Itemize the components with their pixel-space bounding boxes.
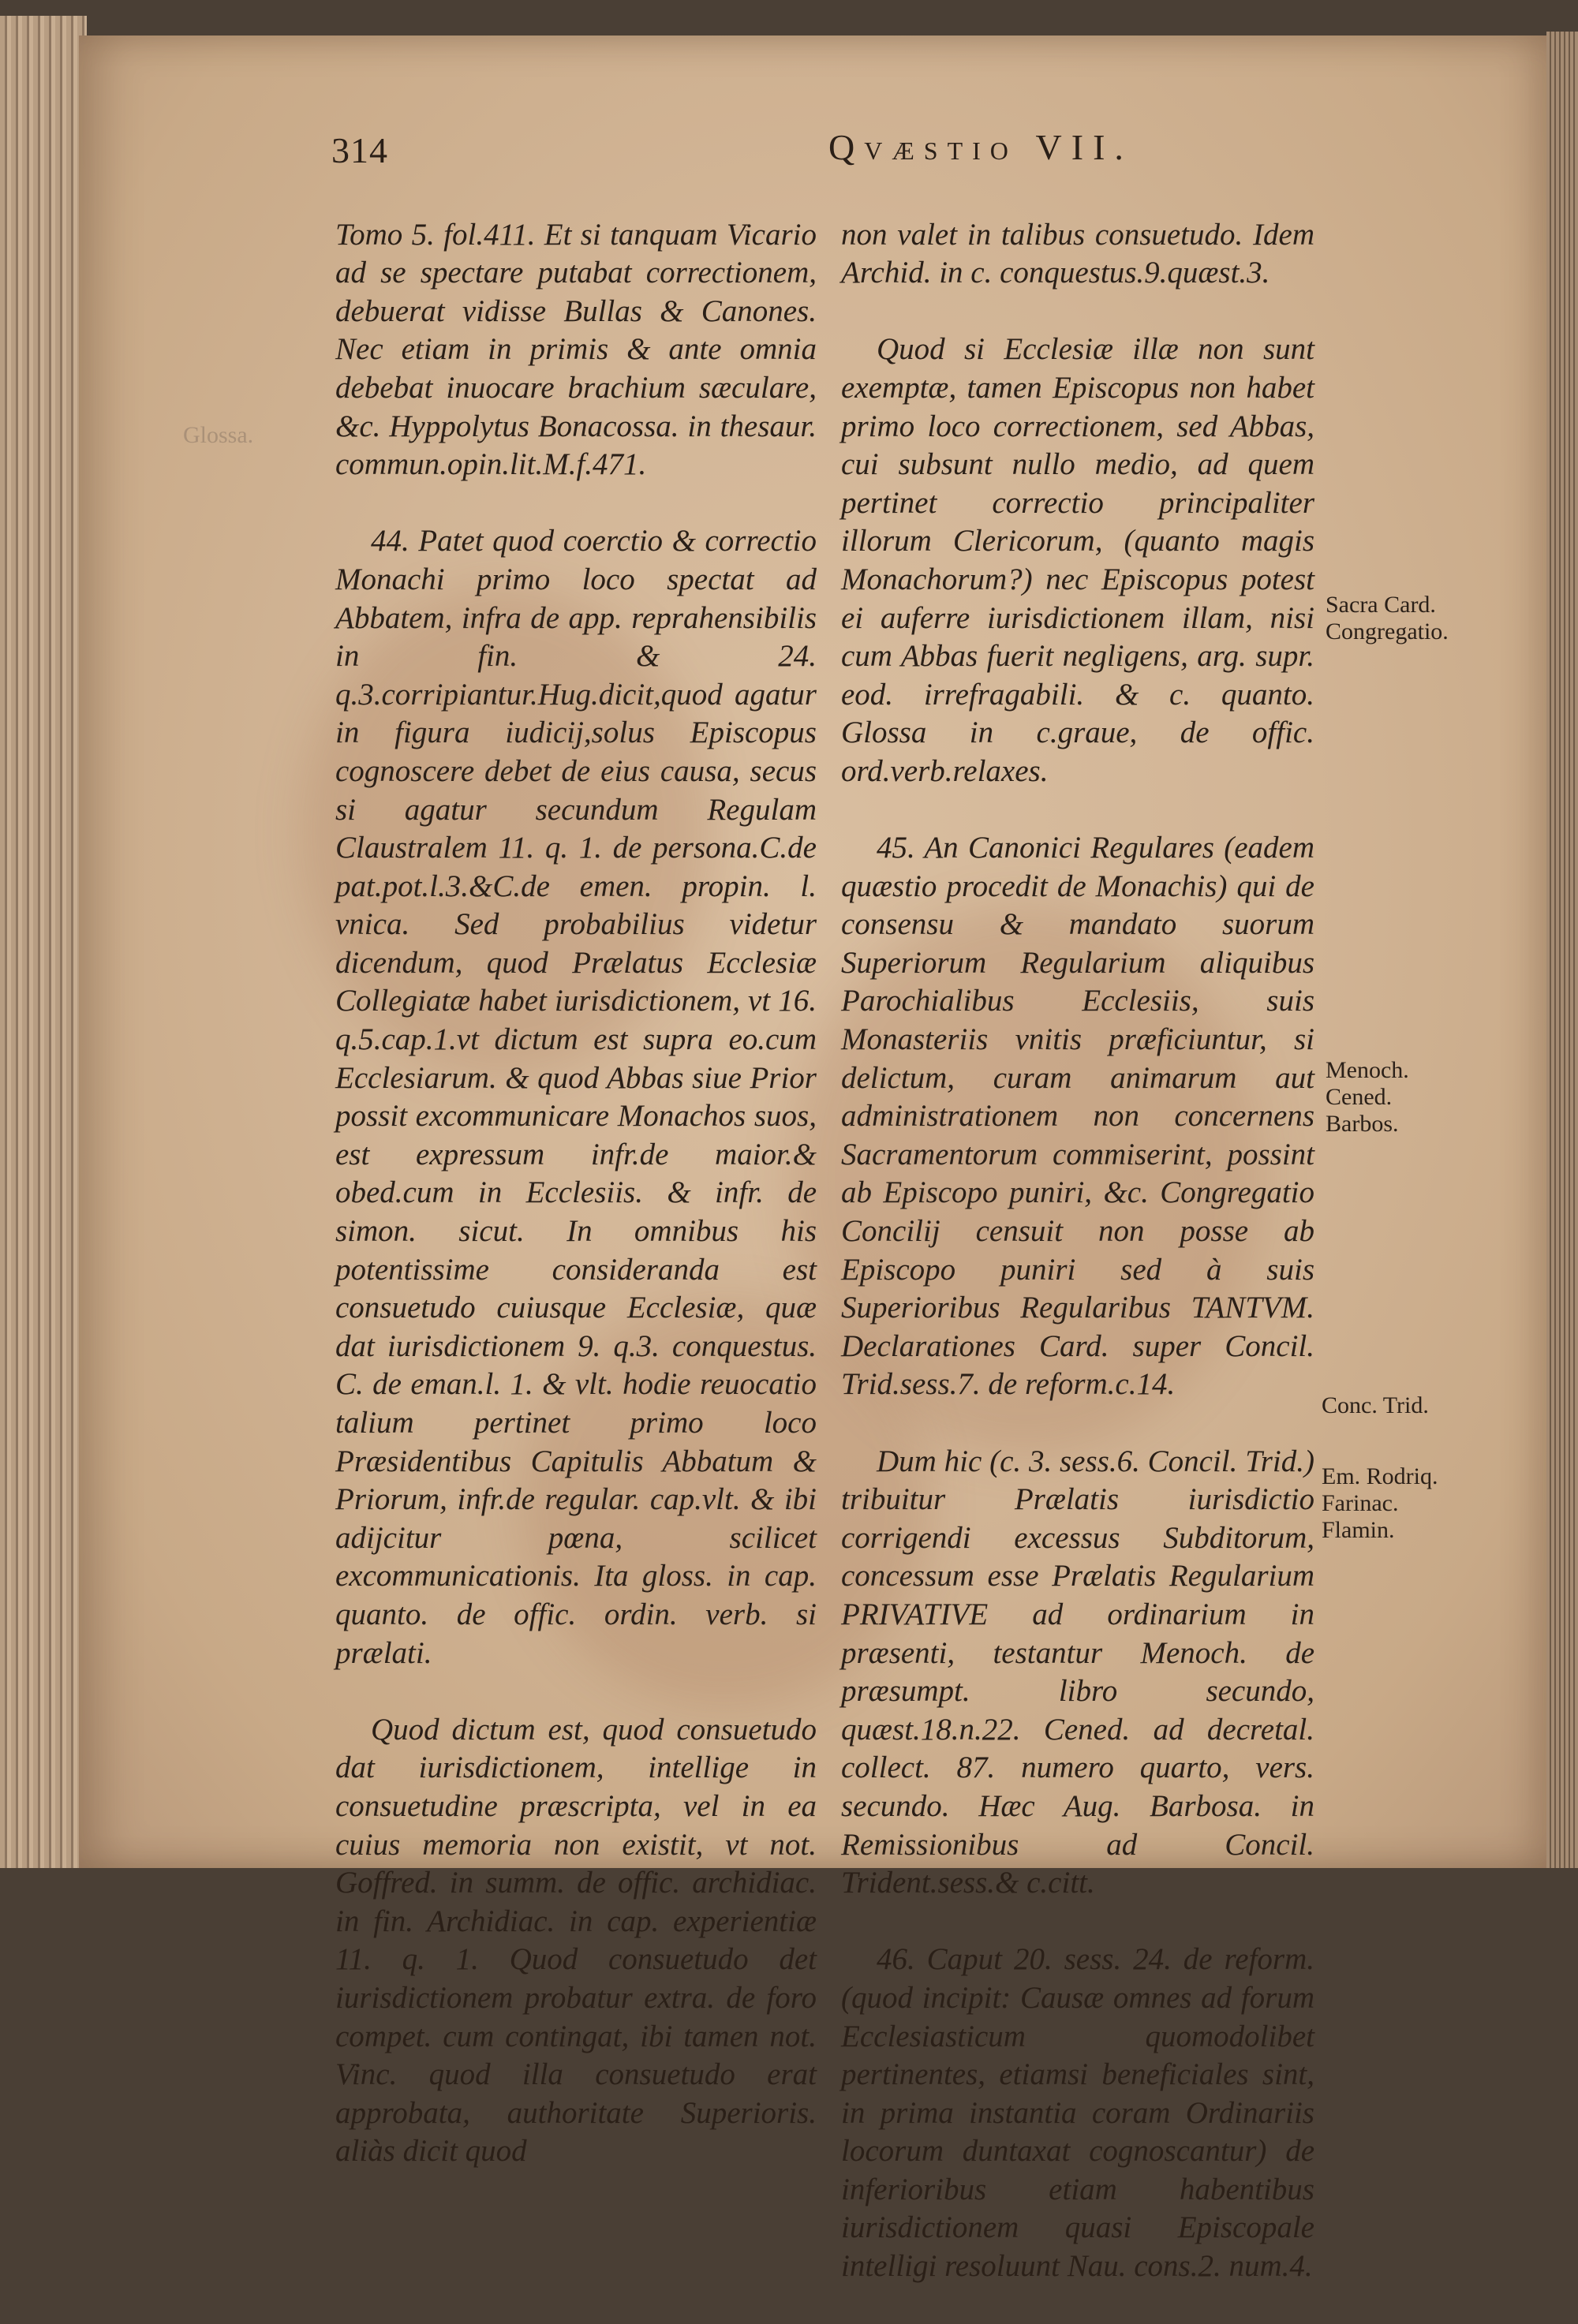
margin-note-menoch: Menoch. Cened. Barbos. [1326,1057,1409,1137]
paragraph: Dum hic (c. 3. sess.6. Concil. Trid.) tribuitur Prælatis iurisdictio corrigendi excessus Subditorum, concessum esse Prælatis Regularium PRIVATIVE ad ordinarium in præsenti, testantur Menoch. de præsumpt. libro secundo, quæst.18.n.22. Cened. ad decretal. collect. 87. numero quarto, vers. secundo. Hæc Aug. Barbosa. in Remissionibus ad Concil. Trident.sess.& c.citt. [841,1444,1314,1900]
margin-note-sacra-congregatio: Sacra Card. Congregatio. [1326,592,1449,645]
book-page-edges [0,16,87,1868]
paragraph: 45. An Canonici Regulares (eadem quæstio procedit de Monachis) qui de consensu & mandato suorum Superiorum Regularium aliquibus Parochialibus Ecclesiis, suis Monasteriis vnitis præficiuntur, si delictum, curam animarum aut administrationem non concernens Sacramentorum commiserint, possint ab Episcopo puniri, &c. Congregatio Concilij censuit non posse ab Episcopo puniri sed à suis Superioribus Regularibus TANTVM. Declarationes Card. super Concil. Trid.sess.7. de reform.c.14. [841,831,1314,1402]
margin-note-em-rodriq: Em. Rodriq. Farinac. Flamin. [1322,1463,1438,1543]
left-text-column [335,177,817,2209]
paragraph: non valet in talibus consuetudo. Idem Archid. in c. conquestus.9.quæst.3. [841,217,1314,290]
paragraph: Tomo 5. fol.411. Et si tanquam Vicario ad se spectare putabat correctionem, debuerat vidisse Bullas & Canones. Nec etiam in primis & ante omnia debebat inuocare brachium sæculare, &c. Hyppolytus Bonacossa. in thesaur. commun.opin.lit.M.f.471. [335,217,817,482]
paragraph: Quod dictum est, quod consuetudo dat iurisdictionem, intellige in consuetudine præscripta, vel in ea cuius memoria non existit, vt not. Goffred. in summ. de offic. archidiac. in fin. Archidiac. in cap. experientiæ 11. q. 1. Quod consuetudo det iurisdictionem probatur extra. de foro compet. cum contingat, ibi tamen not. Vinc. quod illa consuetudo erat approbata, authoritate Superioris. aliàs dicit quod [335,1712,817,2169]
running-title: Qvæstio VII. [828,127,1133,167]
page-header [252,95,1341,170]
paragraph: Quod si Ecclesiæ illæ non sunt exemptæ, tamen Episcopus non habet primo loco correctionem, sed Abbas, cui subsunt nullo medio, ad quem pertinet correctio principaliter illorum Clericorum, (quanto magis Monachorum?) nec Episcopus potest ei auferre iurisdictionem illam, nisi cum Abbas fuerit negligens, arg. supr. eod. irrefragabili. & c. quanto. Glossa in c.graue, de offic. ord.verb.relaxes. [841,332,1314,788]
book-fore-edge [1546,32,1578,1868]
margin-note-conc-trid: Conc. Trid. [1322,1392,1429,1418]
paragraph: 44. Patet quod coerctio & correctio Monachi primo loco spectat ad Abbatem, infra de app. reprahensibilis in fin. & 24. q.3.corripiantur.Hug.dicit,quod agatur in figura iudicij,solus Episcopus cognoscere debet de eius causa, secus si agatur secundum Regulam Claustralem 11. q. 1. de persona.C.de pat.pot.l.3.&C.de emen. propin. l. vnica. Sed probabilius videtur dicendum, quod Prælatus Ecclesiæ Collegiatæ habet iurisdictionem, vt 16. q.5.cap.1.vt dictum est supra eo.cum Ecclesiarum. & quod Abbas siue Prior possit excommunicare Monachos suos, est expressum infr.de maior.& obed.cum in Ecclesiis. & infr. de simon. sicut. In omnibus his potentissime consideranda est consuetudo cuiusque Ecclesiæ, quæ dat iurisdictionem 9. q.3. conquestus. C. de eman.l. 1. & vlt. hodie reuocatio talium pertinet primo loco Præsidentibus Capitulis Abbatum & Priorum, infr.de regular. cap.vlt. & ibi adijcitur pœna, scilicet excommunicationis. Ita gloss. in cap. quanto. de offic. ordin. verb. si prælati. [335,524,817,1670]
page-number: 314 [331,130,388,170]
margin-note-glossa: Glossa. [183,422,254,448]
paragraph: 46. Caput 20. sess. 24. de reform. (quod incipit: Causæ omnes ad forum Ecclesiasticum quomodolibet pertinentes, etiamsi beneficiales sint, in prima instantia coram Ordinariis locorum duntaxat cognoscantur) de inferioribus etiam habentibus iurisdictionem quasi Episcopale intelligi resoluunt Nau. cons.2. num.4. [841,1942,1314,2284]
right-text-column [841,177,1314,2324]
